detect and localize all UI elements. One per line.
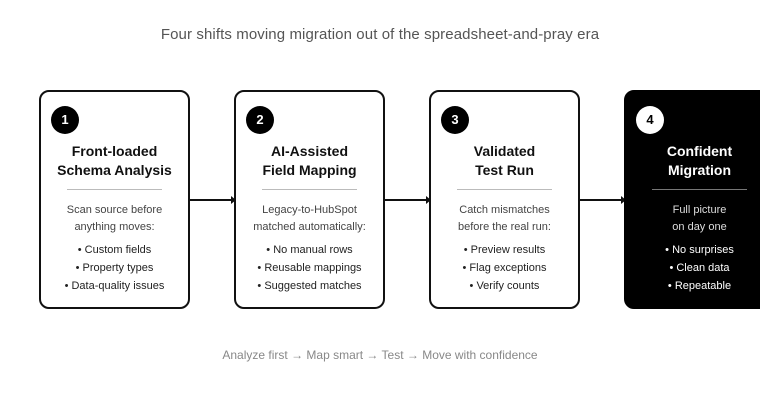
- step-card-test-run: [429, 90, 580, 309]
- step-title: [236, 142, 383, 180]
- connector-arrow-1-2: [190, 199, 235, 201]
- step-description-line: before the real run:: [458, 221, 551, 233]
- step-description-line: anything moves:: [74, 221, 155, 233]
- bullet-item: • Verify counts: [469, 280, 540, 292]
- step-bullet-list: [431, 241, 578, 295]
- bullet-item: • Reusable mappings: [257, 262, 362, 274]
- step-card-confident-migration: [624, 90, 760, 309]
- bullet-item: • Flag exceptions: [462, 262, 547, 274]
- step-title-line: Validated: [473, 143, 536, 159]
- step-number-badge: 3: [441, 106, 469, 134]
- step-description-line: matched automatically:: [253, 221, 366, 233]
- step-card-field-mapping: [234, 90, 385, 309]
- step-title-line: Schema Analysis: [57, 162, 172, 178]
- bullet-item: • No manual rows: [266, 244, 353, 256]
- bullet-item: • Data-quality issues: [64, 280, 165, 292]
- card-divider: [67, 189, 162, 190]
- connector-arrow-3-4: [580, 199, 625, 201]
- step-description: [431, 202, 578, 236]
- step-title: [626, 142, 760, 180]
- step-number-badge: 4: [636, 106, 664, 134]
- step-description: [626, 202, 760, 236]
- step-bullet-list: [41, 241, 188, 295]
- bullet-item: • Preview results: [463, 244, 546, 256]
- summary-footer: Analyze first → Map smart → Test → Move with confidence: [222, 348, 538, 362]
- step-title-line: AI-Assisted: [270, 143, 349, 159]
- bullet-item: • Custom fields: [77, 244, 152, 256]
- diagram-headline: Four shifts moving migration out of the spreadsheet-and-pray era: [160, 26, 600, 43]
- step-title-line: Test Run: [475, 162, 534, 178]
- bullet-item: • No surprises: [665, 244, 734, 256]
- step-title: [431, 142, 578, 180]
- card-divider: [652, 189, 747, 190]
- step-bullet-list: [236, 241, 383, 295]
- step-card-schema-analysis: [39, 90, 190, 309]
- step-bullet-list: [626, 241, 760, 295]
- bullet-item: • Suggested matches: [257, 280, 362, 292]
- step-title-line: Field Mapping: [262, 162, 357, 178]
- step-title-line: Migration: [668, 162, 731, 178]
- connector-arrow-2-3: [385, 199, 430, 201]
- card-divider: [262, 189, 357, 190]
- bullet-item: • Clean data: [669, 262, 730, 274]
- step-title: [41, 142, 188, 180]
- step-title-line: Confident: [666, 143, 733, 159]
- card-divider: [457, 189, 552, 190]
- step-description-line: on day one: [672, 221, 727, 233]
- step-description: [236, 202, 383, 236]
- step-number-badge: 1: [51, 106, 79, 134]
- step-description-line: Catch mismatches: [459, 204, 550, 216]
- step-description: [41, 202, 188, 236]
- bullet-item: • Repeatable: [667, 280, 732, 292]
- step-description-line: Legacy-to-HubSpot: [262, 204, 357, 216]
- bullet-item: • Property types: [75, 262, 154, 274]
- step-description-line: Full picture: [672, 204, 727, 216]
- step-number-badge: 2: [246, 106, 274, 134]
- step-description-line: Scan source before: [66, 204, 163, 216]
- step-title-line: Front-loaded: [71, 143, 158, 159]
